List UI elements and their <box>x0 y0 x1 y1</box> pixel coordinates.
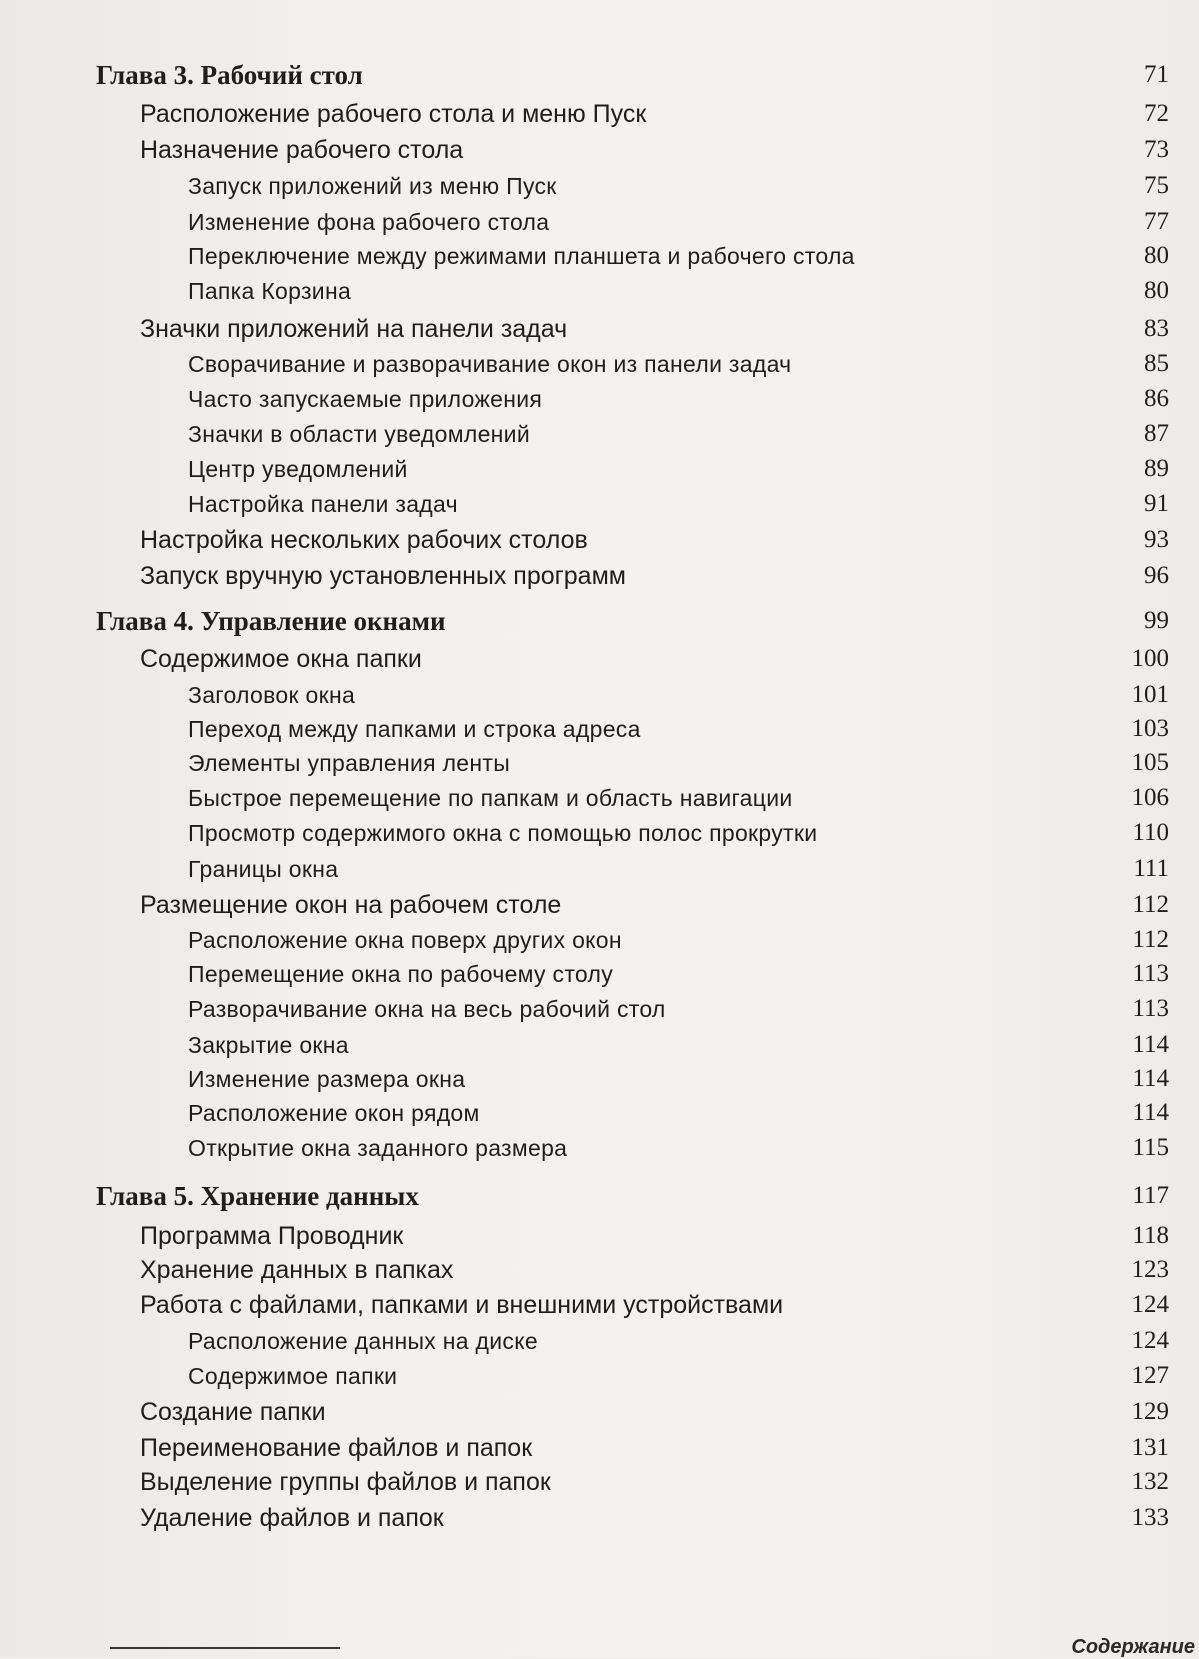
toc-page-number: 100 <box>1131 645 1169 672</box>
toc-page-number: 73 <box>1144 136 1169 163</box>
toc-entry-title: Центр уведомлений <box>188 456 408 482</box>
toc-entry-title: Запуск вручную установленных программ <box>140 562 626 590</box>
toc-subsection-entry <box>0 1095 1199 1131</box>
toc-entry-title: Закрытие окна <box>188 1032 349 1058</box>
toc-page-number: 75 <box>1144 172 1169 199</box>
toc-page-number: 85 <box>1144 350 1169 377</box>
toc-page-number: 114 <box>1132 1065 1169 1092</box>
toc-subsection-entry <box>0 1130 1199 1166</box>
toc-entry-title: Глава 4. Управление окнами <box>96 606 446 636</box>
toc-section-entry <box>0 1287 1199 1323</box>
toc-page-number: 124 <box>1131 1291 1169 1318</box>
toc-page-number: 124 <box>1131 1327 1169 1354</box>
toc-entry-title: Переключение между режимами планшета и рабочего стола <box>188 243 855 269</box>
toc-entry-title: Работа с файлами, папками и внешними устройствами <box>140 1291 784 1319</box>
toc-page-number: 80 <box>1144 242 1169 269</box>
toc-page-number: 96 <box>1144 562 1169 589</box>
toc-entry-title: Содержимое папки <box>188 1363 398 1389</box>
toc-entry-title: Быстрое перемещение по папкам и область навигации <box>188 785 793 811</box>
footer-section-title: Содержание <box>1071 1636 1195 1658</box>
toc-subsection-entry <box>0 168 1199 204</box>
toc-entry-title: Заголовок окна <box>188 682 356 708</box>
toc-entry-title: Границы окна <box>188 856 339 882</box>
toc-entry-title: Настройка нескольких рабочих столов <box>140 526 588 554</box>
toc-subsection-entry <box>0 711 1199 747</box>
toc-subsection-entry <box>0 451 1199 487</box>
toc-section-entry <box>0 1430 1199 1466</box>
toc-entry-title: Часто запускаемые приложения <box>188 386 543 412</box>
toc-entry-title: Выделение группы файлов и папок <box>140 1468 551 1496</box>
toc-page-number: 93 <box>1144 526 1169 553</box>
toc-page-number: 114 <box>1132 1099 1169 1126</box>
toc-subsection-entry <box>0 381 1199 417</box>
toc-entry-title: Расположение данных на диске <box>188 1328 538 1354</box>
toc-subsection-entry <box>0 1358 1199 1394</box>
toc-entry-title: Удаление файлов и папок <box>140 1504 444 1532</box>
toc-entry-title: Запуск приложений из меню Пуск <box>188 173 557 199</box>
toc-page-number: 99 <box>1144 607 1169 634</box>
toc-page-number: 132 <box>1131 1468 1169 1495</box>
toc-subsection-entry <box>0 922 1199 958</box>
toc-entry-title: Создание папки <box>140 1398 326 1426</box>
toc-chapter-entry <box>0 603 1199 639</box>
toc-page-number: 112 <box>1132 926 1169 953</box>
toc-page-number: 103 <box>1131 715 1169 742</box>
toc-page-number: 89 <box>1144 455 1169 482</box>
toc-subsection-entry <box>0 346 1199 382</box>
toc-page-number: 80 <box>1144 277 1169 304</box>
toc-subsection-entry <box>0 745 1199 781</box>
toc-entry-title: Настройка панели задач <box>188 491 458 517</box>
toc-page-number: 129 <box>1131 1398 1169 1425</box>
toc-page-number: 91 <box>1144 490 1169 517</box>
toc-section-entry <box>0 1218 1199 1254</box>
toc-section-entry <box>0 522 1199 558</box>
toc-subsection-entry <box>0 238 1199 274</box>
toc-page-number: 117 <box>1132 1182 1169 1209</box>
toc-section-entry <box>0 1394 1199 1430</box>
toc-section-entry <box>0 641 1199 677</box>
toc-page-number: 105 <box>1131 749 1169 776</box>
toc-subsection-entry <box>0 780 1199 816</box>
toc-entry-title: Перемещение окна по рабочему столу <box>188 961 614 987</box>
footer-rule <box>110 1647 340 1649</box>
toc-entry-title: Расположение рабочего стола и меню Пуск <box>140 100 647 128</box>
toc-entry-title: Изменение размера окна <box>188 1066 466 1092</box>
toc-entry-title: Расположение окна поверх других окон <box>188 927 622 953</box>
toc-subsection-entry <box>0 1061 1199 1097</box>
toc-page-number: 133 <box>1131 1504 1169 1531</box>
toc-subsection-entry <box>0 815 1199 851</box>
toc-section-entry <box>0 1252 1199 1288</box>
toc-entry-title: Папка Корзина <box>188 278 352 304</box>
toc-entry-title: Переход между папками и строка адреса <box>188 716 641 742</box>
toc-entry-title: Изменение фона рабочего стола <box>188 209 550 235</box>
toc-page-number: 86 <box>1144 385 1169 412</box>
toc-subsection-entry <box>0 1027 1199 1063</box>
toc-entry-title: Глава 3. Рабочий стол <box>96 60 363 90</box>
toc-entry-title: Назначение рабочего стола <box>140 136 464 164</box>
toc-page-number: 113 <box>1132 960 1169 987</box>
toc-page-number: 72 <box>1144 100 1169 127</box>
toc-subsection-entry <box>0 486 1199 522</box>
toc-subsection-entry <box>0 956 1199 992</box>
toc-entry-title: Сворачивание и разворачивание окон из панели задач <box>188 351 792 377</box>
toc-page-number: 71 <box>1144 61 1169 88</box>
toc-entry-title: Хранение данных в папках <box>140 1256 454 1284</box>
toc-page-number: 106 <box>1131 784 1169 811</box>
toc-subsection-entry <box>0 677 1199 713</box>
toc-page-number: 110 <box>1132 819 1169 846</box>
toc-page-number: 87 <box>1144 420 1169 447</box>
toc-section-entry <box>0 96 1199 132</box>
toc-chapter-entry <box>0 57 1199 93</box>
toc-section-entry <box>0 132 1199 168</box>
toc-chapter-entry <box>0 1178 1199 1214</box>
toc-section-entry <box>0 1500 1199 1536</box>
toc-entry-title: Значки в области уведомлений <box>188 421 530 447</box>
toc-section-entry <box>0 558 1199 594</box>
toc-page-number: 77 <box>1144 208 1169 235</box>
toc-entry-title: Просмотр содержимого окна с помощью полос прокрутки <box>188 820 818 846</box>
toc-page-number: 112 <box>1132 891 1169 918</box>
toc-page-number: 83 <box>1144 315 1169 342</box>
toc-entry-title: Элементы управления ленты <box>188 750 511 776</box>
toc-page-number: 101 <box>1131 681 1169 708</box>
toc-page-number: 123 <box>1131 1256 1169 1283</box>
toc-entry-title: Расположение окон рядом <box>188 1100 480 1126</box>
toc-entry-title: Переименование файлов и папок <box>140 1434 533 1462</box>
toc-subsection-entry <box>0 273 1199 309</box>
toc-page-number: 114 <box>1132 1031 1169 1058</box>
toc-entry-title: Значки приложений на панели задач <box>140 315 568 343</box>
toc-subsection-entry <box>0 416 1199 452</box>
toc-page-number: 118 <box>1132 1222 1169 1249</box>
toc-entry-title: Содержимое окна папки <box>140 645 422 673</box>
toc-page-number: 127 <box>1131 1362 1169 1389</box>
toc-section-entry <box>0 311 1199 347</box>
toc-subsection-entry <box>0 991 1199 1027</box>
toc-entry-title: Открытие окна заданного размера <box>188 1135 568 1161</box>
toc-subsection-entry <box>0 1323 1199 1359</box>
toc-page-number: 115 <box>1132 1134 1169 1161</box>
toc-entry-title: Программа Проводник <box>140 1222 404 1250</box>
toc-entry-title: Глава 5. Хранение данных <box>96 1181 419 1211</box>
toc-section-entry <box>0 1464 1199 1500</box>
toc-entry-title: Размещение окон на рабочем столе <box>140 891 562 919</box>
toc-section-entry <box>0 887 1199 923</box>
toc-entry-title: Разворачивание окна на весь рабочий стол <box>188 996 666 1022</box>
toc-page-number: 113 <box>1132 995 1169 1022</box>
toc-page-number: 111 <box>1133 855 1169 882</box>
toc-subsection-entry <box>0 851 1199 887</box>
toc-subsection-entry <box>0 204 1199 240</box>
toc-page-number: 131 <box>1131 1434 1169 1461</box>
